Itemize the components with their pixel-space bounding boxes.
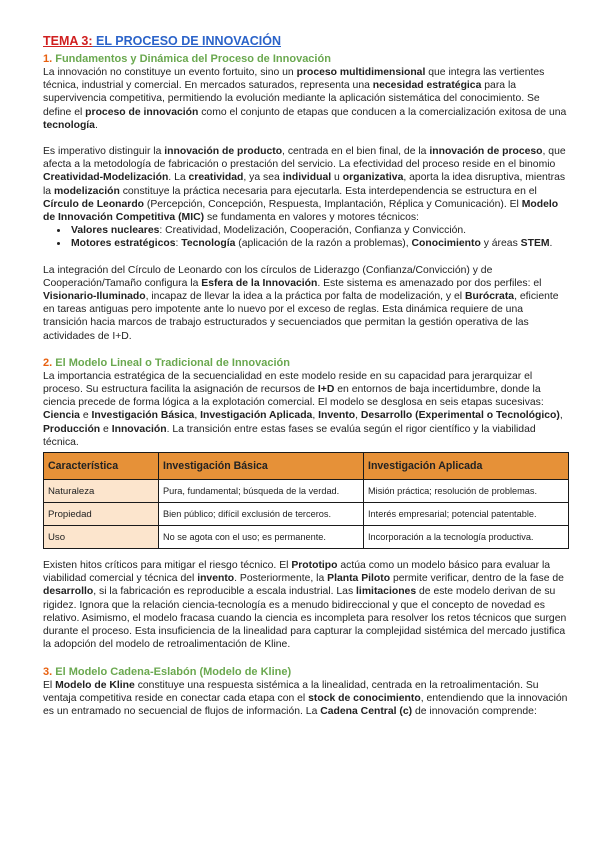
document-title	[43, 34, 569, 48]
text-run: en entornos de baja incertidumbre, donde la ciencia precede de forma lógica a la explotación comercial. El modelo se desglosa en seis etapas sucesivas:	[43, 384, 544, 409]
bold-term: proceso de innovación	[85, 106, 199, 118]
text-run: Es imperativo distinguir la	[43, 146, 165, 158]
document-page	[43, 34, 569, 718]
bold-term: I+D	[317, 384, 335, 396]
text-run: .	[94, 119, 98, 131]
bold-term: proceso multidimensional	[296, 67, 426, 78]
text-run: La innovación no constituye un evento fortuito, sino un	[43, 67, 297, 78]
text-run: , entendiendo que la innovación es un entramado no secuencial de flujos de información. La	[43, 692, 568, 717]
text-run: como el conjunto de etapas que conducen a la comercialización exitosa de una	[198, 106, 567, 118]
table-cell: Incorporación a la tecnología productiva.	[364, 526, 569, 549]
section-1-paragraph-3	[43, 264, 569, 343]
text-run: se fundamenta en valores y motores técnicos:	[204, 212, 419, 224]
table-cell: Uso	[44, 526, 159, 549]
bold-term: limitaciones	[356, 586, 417, 598]
bold-term: invento	[197, 573, 235, 585]
bold-term: Modelo de Kline	[55, 679, 135, 691]
bold-term: Investigación Aplicada	[200, 410, 313, 422]
section-1-paragraph-2	[43, 145, 569, 224]
bold-term: STEM	[520, 238, 550, 250]
text-run: .	[549, 238, 553, 250]
bold-term: innovación de proceso	[429, 146, 543, 158]
bold-term: Modelo de Innovación Competitiva (MIC)	[43, 198, 559, 224]
text-run: u	[331, 172, 343, 184]
bold-term: Invento	[318, 410, 356, 422]
section-1-paragraph-1	[43, 66, 569, 132]
table-header-cell: Investigación Aplicada	[364, 453, 569, 480]
text-run: :	[175, 238, 182, 250]
text-run: , incapaz de llevar la idea a la práctica por falta de modelización, y el	[145, 291, 465, 303]
text-run: , ya sea	[243, 172, 283, 184]
text-run: y áreas	[480, 238, 521, 250]
bold-term: desarrollo	[43, 586, 94, 598]
bold-term: Innovación	[111, 423, 167, 435]
text-run: : Creatividad, Modelización, Cooperación, Confianza y Convicción.	[159, 225, 467, 237]
title-tema: TEMA 3:	[43, 34, 93, 48]
bold-term: Tecnología	[181, 238, 236, 250]
section-3-heading: 3. El Modelo Cadena-Eslabón (Modelo de Kline)	[43, 665, 292, 678]
table-cell: Pura, fundamental; búsqueda de la verdad.	[159, 480, 364, 503]
table-cell: Interés empresarial; potencial patentable.	[364, 503, 569, 526]
bold-term: Conocimiento	[411, 238, 481, 250]
text-run: para la supervivencia competitiva, permitiendo la evolución mediante la aplicación sistemática del conocimiento. Se define el	[43, 80, 540, 118]
text-run: , centrada en el bien final, de la	[282, 146, 430, 158]
text-run: La integración del Círculo de Leonardo con los círculos de Liderazgo (Confianza/Convicción) y de Cooperación/Tamaño configura la	[43, 264, 493, 289]
bold-term: Planta Piloto	[327, 573, 391, 585]
table-row	[44, 480, 569, 503]
bold-term: Círculo de Leonardo	[43, 198, 145, 210]
bold-term: creatividad	[188, 172, 244, 184]
bold-term: Visionario-Iluminado	[43, 291, 146, 303]
text-run: La importancia estratégica de la secuencialidad en este modelo reside en su capacidad para jerarquizar el proceso. Su estructura facilita la asignación de recursos de	[43, 370, 533, 396]
table-cell: Misión práctica; resolución de problemas.	[364, 480, 569, 503]
bold-term: Esfera de la Innovación	[201, 277, 318, 289]
text-run: permite verificar, dentro de la fase de	[390, 573, 564, 585]
text-run: , que afecta a la metodología de fabricación o prestación del servicio. La efectividad del proceso reside en el binomio	[43, 146, 566, 171]
text-run: (aplicación de la razón a problemas),	[235, 238, 412, 250]
text-run: ,	[194, 410, 201, 422]
table-cell: Bien público; difícil exclusión de terceros.	[159, 503, 364, 526]
bold-term: Valores nucleares	[71, 225, 160, 237]
bold-term: organizativa	[342, 172, 404, 184]
bold-term: Producción	[43, 423, 101, 435]
section-2-heading: 2. El Modelo Lineal o Tradicional de Innovación	[43, 356, 290, 369]
table-header-cell: Investigación Básica	[159, 453, 364, 480]
bold-term: Burócrata	[464, 291, 515, 303]
bold-term: Creatividad-Modelización	[43, 172, 169, 184]
table-cell: No se agota con el uso; es permanente.	[159, 526, 364, 549]
text-run: . La transición entre estas fases se evalúa según el rigor científico y la viabilidad técnica.	[43, 423, 536, 448]
table-row	[44, 526, 569, 549]
text-run: que integra las vertientes técnica, industrial y comercial. En mercados saturados, representa una	[43, 67, 545, 92]
text-run: constituye la práctica necesaria para ejecutarla. Esta interdependencia se estructura en el	[119, 185, 537, 197]
table-row	[44, 503, 569, 526]
text-run: , si la fabricación es reproducible a escala industrial. Las	[93, 586, 357, 598]
table-cell: Naturaleza	[44, 480, 159, 503]
section-2-paragraph-1	[43, 370, 569, 449]
text-run: . Este sistema es amenazado por dos perfiles: el	[317, 277, 542, 289]
text-run: Existen hitos críticos para mitigar el riesgo técnico. El	[43, 560, 292, 572]
bold-term: Prototipo	[291, 560, 338, 572]
table-header-row	[44, 453, 569, 480]
bold-term: tecnología	[43, 119, 95, 131]
values-bullet-list	[43, 224, 569, 250]
text-run: ,	[312, 410, 319, 422]
text-run: ,	[559, 410, 563, 422]
text-run: e	[100, 423, 112, 435]
title-text: EL PROCESO DE INNOVACIÓN	[92, 34, 281, 48]
bold-term: modelización	[53, 185, 120, 197]
bold-term: individual	[282, 172, 332, 184]
table-header-cell: Característica	[44, 453, 159, 480]
bold-term: Motores estratégicos	[71, 238, 176, 250]
text-run: El	[43, 679, 56, 691]
bold-term: Desarrollo (Experimental o Tecnológico)	[360, 410, 560, 422]
bullet-valores-nucleares	[69, 224, 569, 237]
section-2-paragraph-2	[43, 559, 569, 651]
text-run: . La	[168, 172, 189, 184]
bold-term: necesidad estratégica	[372, 80, 482, 92]
text-run: , eficiente en tareas antiguas pero impotente ante lo nuevo por el exceso de reglas. Esta dinámica requiere de una transición hacia marcos de trabajo estructurados y secuenciados que permitan la gestión operativa de las actividades de I+D.	[43, 291, 559, 342]
section-1-heading: 1. Fundamentos y Dinámica del Proceso de Innovación	[43, 53, 331, 65]
section-3-paragraph-1	[43, 679, 569, 719]
bold-term: innovación de producto	[164, 146, 283, 158]
text-run: actúa como un modelo básico para evaluar la viabilidad comercial y técnica del	[43, 560, 551, 585]
table-cell: Propiedad	[44, 503, 159, 526]
text-run: ,	[355, 410, 361, 422]
bold-term: Investigación Básica	[91, 410, 195, 422]
text-run: , aporta la idea disruptiva, mientras la	[43, 172, 566, 197]
bold-term: stock de conocimiento	[308, 692, 421, 704]
bold-term: Cadena Central (c)	[320, 705, 413, 717]
text-run: e	[79, 410, 92, 422]
text-run: constituye una respuesta sistémica a la linealidad, centrada en la retroalimentación. Su ventaja competitiva reside en conectar cada etapa con el	[43, 679, 539, 704]
bold-term: Ciencia	[43, 410, 80, 422]
research-comparison-table	[43, 452, 569, 549]
text-run: de este modelo derivan de su rigidez. Ignora que la relación ciencia-tecnología es a menudo bidireccional y que el concepto de novedad es relativo. Asimismo, el modelo fracasa cuando la ciencia es incompleta para resolver los retos técnicos que surgen durante el proceso. Esta insuficiencia de la linealidad para capturar la complejidad sistémica del mercado justifica la adopción del modelo de retroalimentación de Kline.	[43, 586, 567, 651]
text-run: (Percepción, Concepción, Respuesta, Implantación, Réplica y Comunicación). El	[144, 198, 522, 210]
text-run: . Posteriormente, la	[234, 573, 328, 585]
text-run: de innovación comprende:	[412, 705, 537, 717]
bullet-motores-estrategicos	[69, 237, 569, 250]
